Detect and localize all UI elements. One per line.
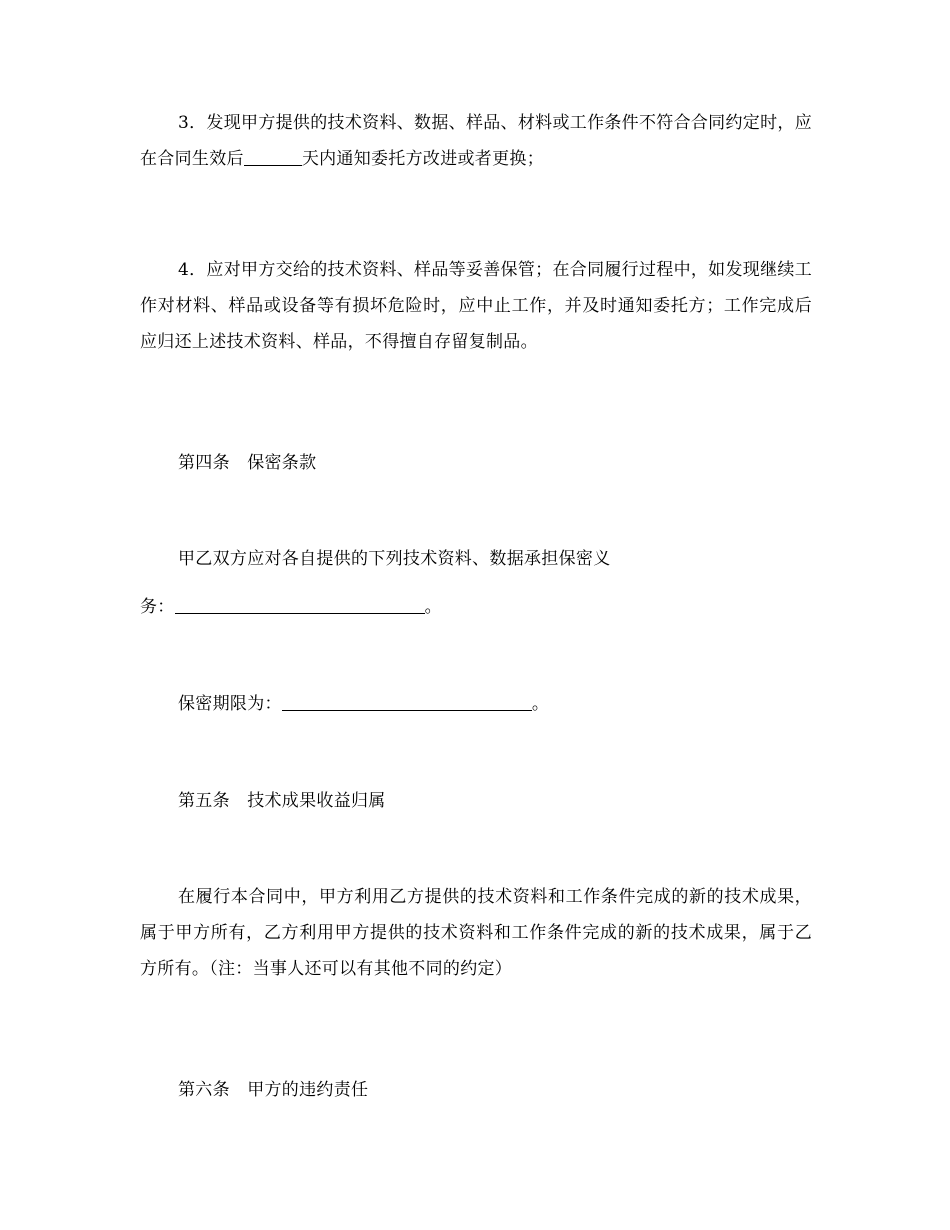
clause-3 bbox=[140, 105, 812, 177]
article-5-heading: 第五条 技术成果收益归属 bbox=[178, 791, 386, 811]
clause-4: 4．应对甲方交给的技术资料、样品等妥善保管；在合同履行过程中，如发现继续工作对材料、样品或设备等有损坏危险时，应中止工作，并及时通知委托方；工作完成后应归还上述技术资料、样品，不得擅自存留复制品。 bbox=[140, 260, 812, 352]
confidential-period-label: 保密期限为： bbox=[178, 694, 282, 714]
article-4-heading: 第四条 保密条款 bbox=[178, 453, 317, 473]
confidential-suffix: 。 bbox=[424, 597, 442, 617]
days-blank-field bbox=[244, 147, 302, 166]
confidential-line-1: 甲乙双方应对各自提供的下列技术资料、数据承担保密义 bbox=[178, 549, 611, 569]
confidential-line-2 bbox=[140, 589, 812, 625]
confidential-period bbox=[140, 686, 812, 722]
confidential-period-suffix: 。 bbox=[531, 694, 550, 714]
article-5-body: 在履行本合同中，甲方利用乙方提供的技术资料和工作条件完成的新的技术成果，属于甲方所有，乙方利用甲方提供的技术资料和工作条件完成的新的技术成果，属于乙方所有。（注：当事人还可以有其他不同的约定） bbox=[140, 887, 812, 979]
confidential-period-blank-field bbox=[282, 692, 532, 711]
article-6-heading: 第六条 甲方的违约责任 bbox=[178, 1080, 369, 1100]
clause-3-text-end: 天内通知委托方改进或者更换； bbox=[301, 149, 545, 169]
clause-3-text-start: 3．发现甲方提供的技术资料、数据、样品、材料或工作条件不符合合同约定时，应在合同生效后 bbox=[140, 113, 812, 169]
confidential-items-blank-field bbox=[175, 595, 425, 614]
confidential-prefix: 务： bbox=[140, 597, 175, 617]
